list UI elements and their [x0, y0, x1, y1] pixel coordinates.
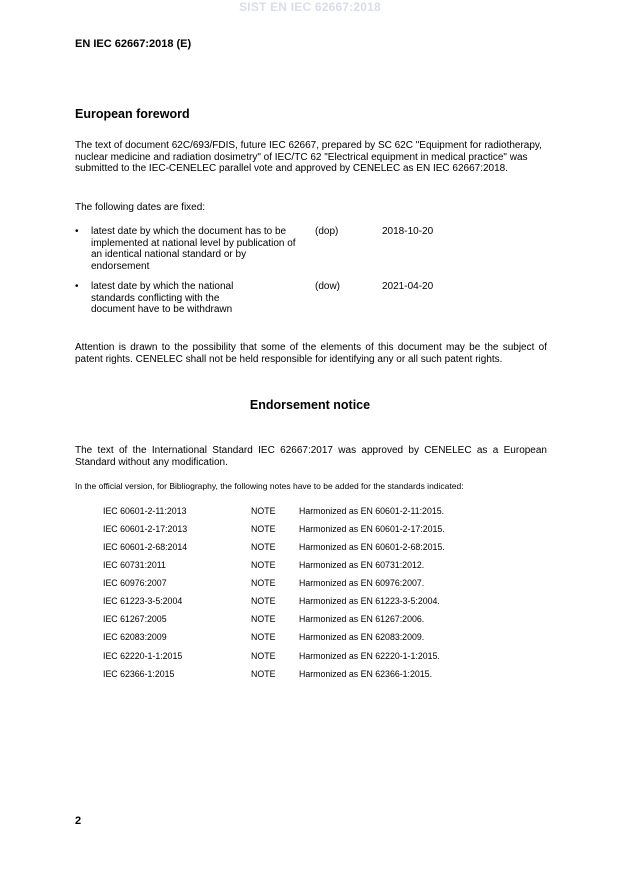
- page-number: 2: [75, 815, 82, 827]
- standard-id: IEC 60601-2-17:2013: [103, 524, 188, 534]
- standard-id: IEC 61223-3-5:2004: [103, 596, 183, 606]
- note-text: Harmonized as EN 62083:2009.: [299, 632, 425, 642]
- note-text: Harmonized as EN 62220-1-1:2015.: [299, 651, 440, 661]
- note-text: Harmonized as EN 60731:2012.: [299, 560, 425, 570]
- note-label: NOTE: [251, 506, 276, 516]
- standard-id: IEC 61267:2005: [103, 614, 167, 624]
- note-text: Harmonized as EN 60601-2-11:2015.: [299, 506, 445, 516]
- dates-intro: The following dates are fixed:: [75, 202, 206, 213]
- standard-id: IEC 62083:2009: [103, 632, 167, 642]
- standard-id: IEC 62366-1:2015: [103, 669, 175, 679]
- note-text: Harmonized as EN 61223-3-5:2004.: [299, 596, 440, 606]
- endorsement-title: Endorsement notice: [249, 398, 371, 412]
- bullet-icon: •: [75, 281, 79, 292]
- standard-id: IEC 60976:2007: [103, 578, 167, 588]
- foreword-paragraph: The text of document 62C/693/FDIS, future IEC 62667, prepared by SC 62C "Equipment for radiotherapy, nuclear medicine and radiation dosimetry" of IEC/TC 62 "Electrical equipment in medical practice" was submitted to the IEC-CENELEC parallel vote and approved by CENELEC as EN IEC 62667:2018.: [75, 140, 542, 175]
- note-row: [103, 651, 503, 663]
- note-label: NOTE: [251, 560, 276, 570]
- note-text: Harmonized as EN 60601-2-68:2015.: [299, 542, 445, 552]
- date-item-text: latest date by which the document has to be implemented at national level by publication of an identical national standard or by endorsement: [91, 226, 296, 272]
- note-label: NOTE: [251, 651, 276, 661]
- bibliography-intro: In the official version, for Bibliography, the following notes have to be added for the standards indicated:: [75, 481, 464, 491]
- standard-id: IEC 60601-2-68:2014: [103, 542, 188, 552]
- note-text: Harmonized as EN 62366-1:2015.: [299, 669, 433, 679]
- note-label: NOTE: [251, 614, 276, 624]
- standard-id: IEC 60601-2-11:2013: [103, 506, 187, 516]
- note-text: Harmonized as EN 60976:2007.: [299, 578, 425, 588]
- foreword-title: European foreword: [75, 107, 190, 121]
- note-label: NOTE: [251, 632, 276, 642]
- note-row: [103, 632, 503, 644]
- date-item-date: 2018-10-20: [382, 226, 434, 237]
- watermark: SIST EN IEC 62667:2018: [239, 0, 381, 14]
- note-label: NOTE: [251, 596, 276, 606]
- patent-paragraph: Attention is drawn to the possibility that some of the elements of this document may be the subject of patent rights. CENELEC shall not be held responsible for identifying any or all such patent rights.: [75, 342, 547, 365]
- standard-id: IEC 60731:2011: [103, 560, 166, 570]
- document-id-header: EN IEC 62667:2018 (E): [75, 38, 192, 50]
- note-row: [103, 614, 503, 626]
- note-label: NOTE: [251, 542, 276, 552]
- note-row: [103, 669, 503, 681]
- note-label: NOTE: [251, 524, 276, 534]
- date-item-code: (dow): [315, 281, 341, 292]
- date-item-code: (dop): [315, 226, 339, 237]
- endorsement-paragraph: The text of the International Standard IEC 62667:2017 was approved by CENELEC as a European Standard without any modification.: [75, 445, 547, 468]
- note-row: [103, 542, 503, 554]
- bullet-icon: •: [75, 226, 79, 237]
- note-row: [103, 596, 503, 608]
- note-label: NOTE: [251, 578, 276, 588]
- note-row: [103, 560, 503, 572]
- note-text: Harmonized as EN 61267:2006.: [299, 614, 425, 624]
- date-item-text: latest date by which the national standards conflicting with the document have to be withdrawn: [91, 281, 234, 316]
- note-row: [103, 578, 503, 590]
- note-row: [103, 506, 503, 518]
- note-label: NOTE: [251, 669, 276, 679]
- note-text: Harmonized as EN 60601-2-17:2015.: [299, 524, 445, 534]
- standard-id: IEC 62220-1-1:2015: [103, 651, 183, 661]
- note-row: [103, 524, 503, 536]
- date-item-date: 2021-04-20: [382, 281, 434, 292]
